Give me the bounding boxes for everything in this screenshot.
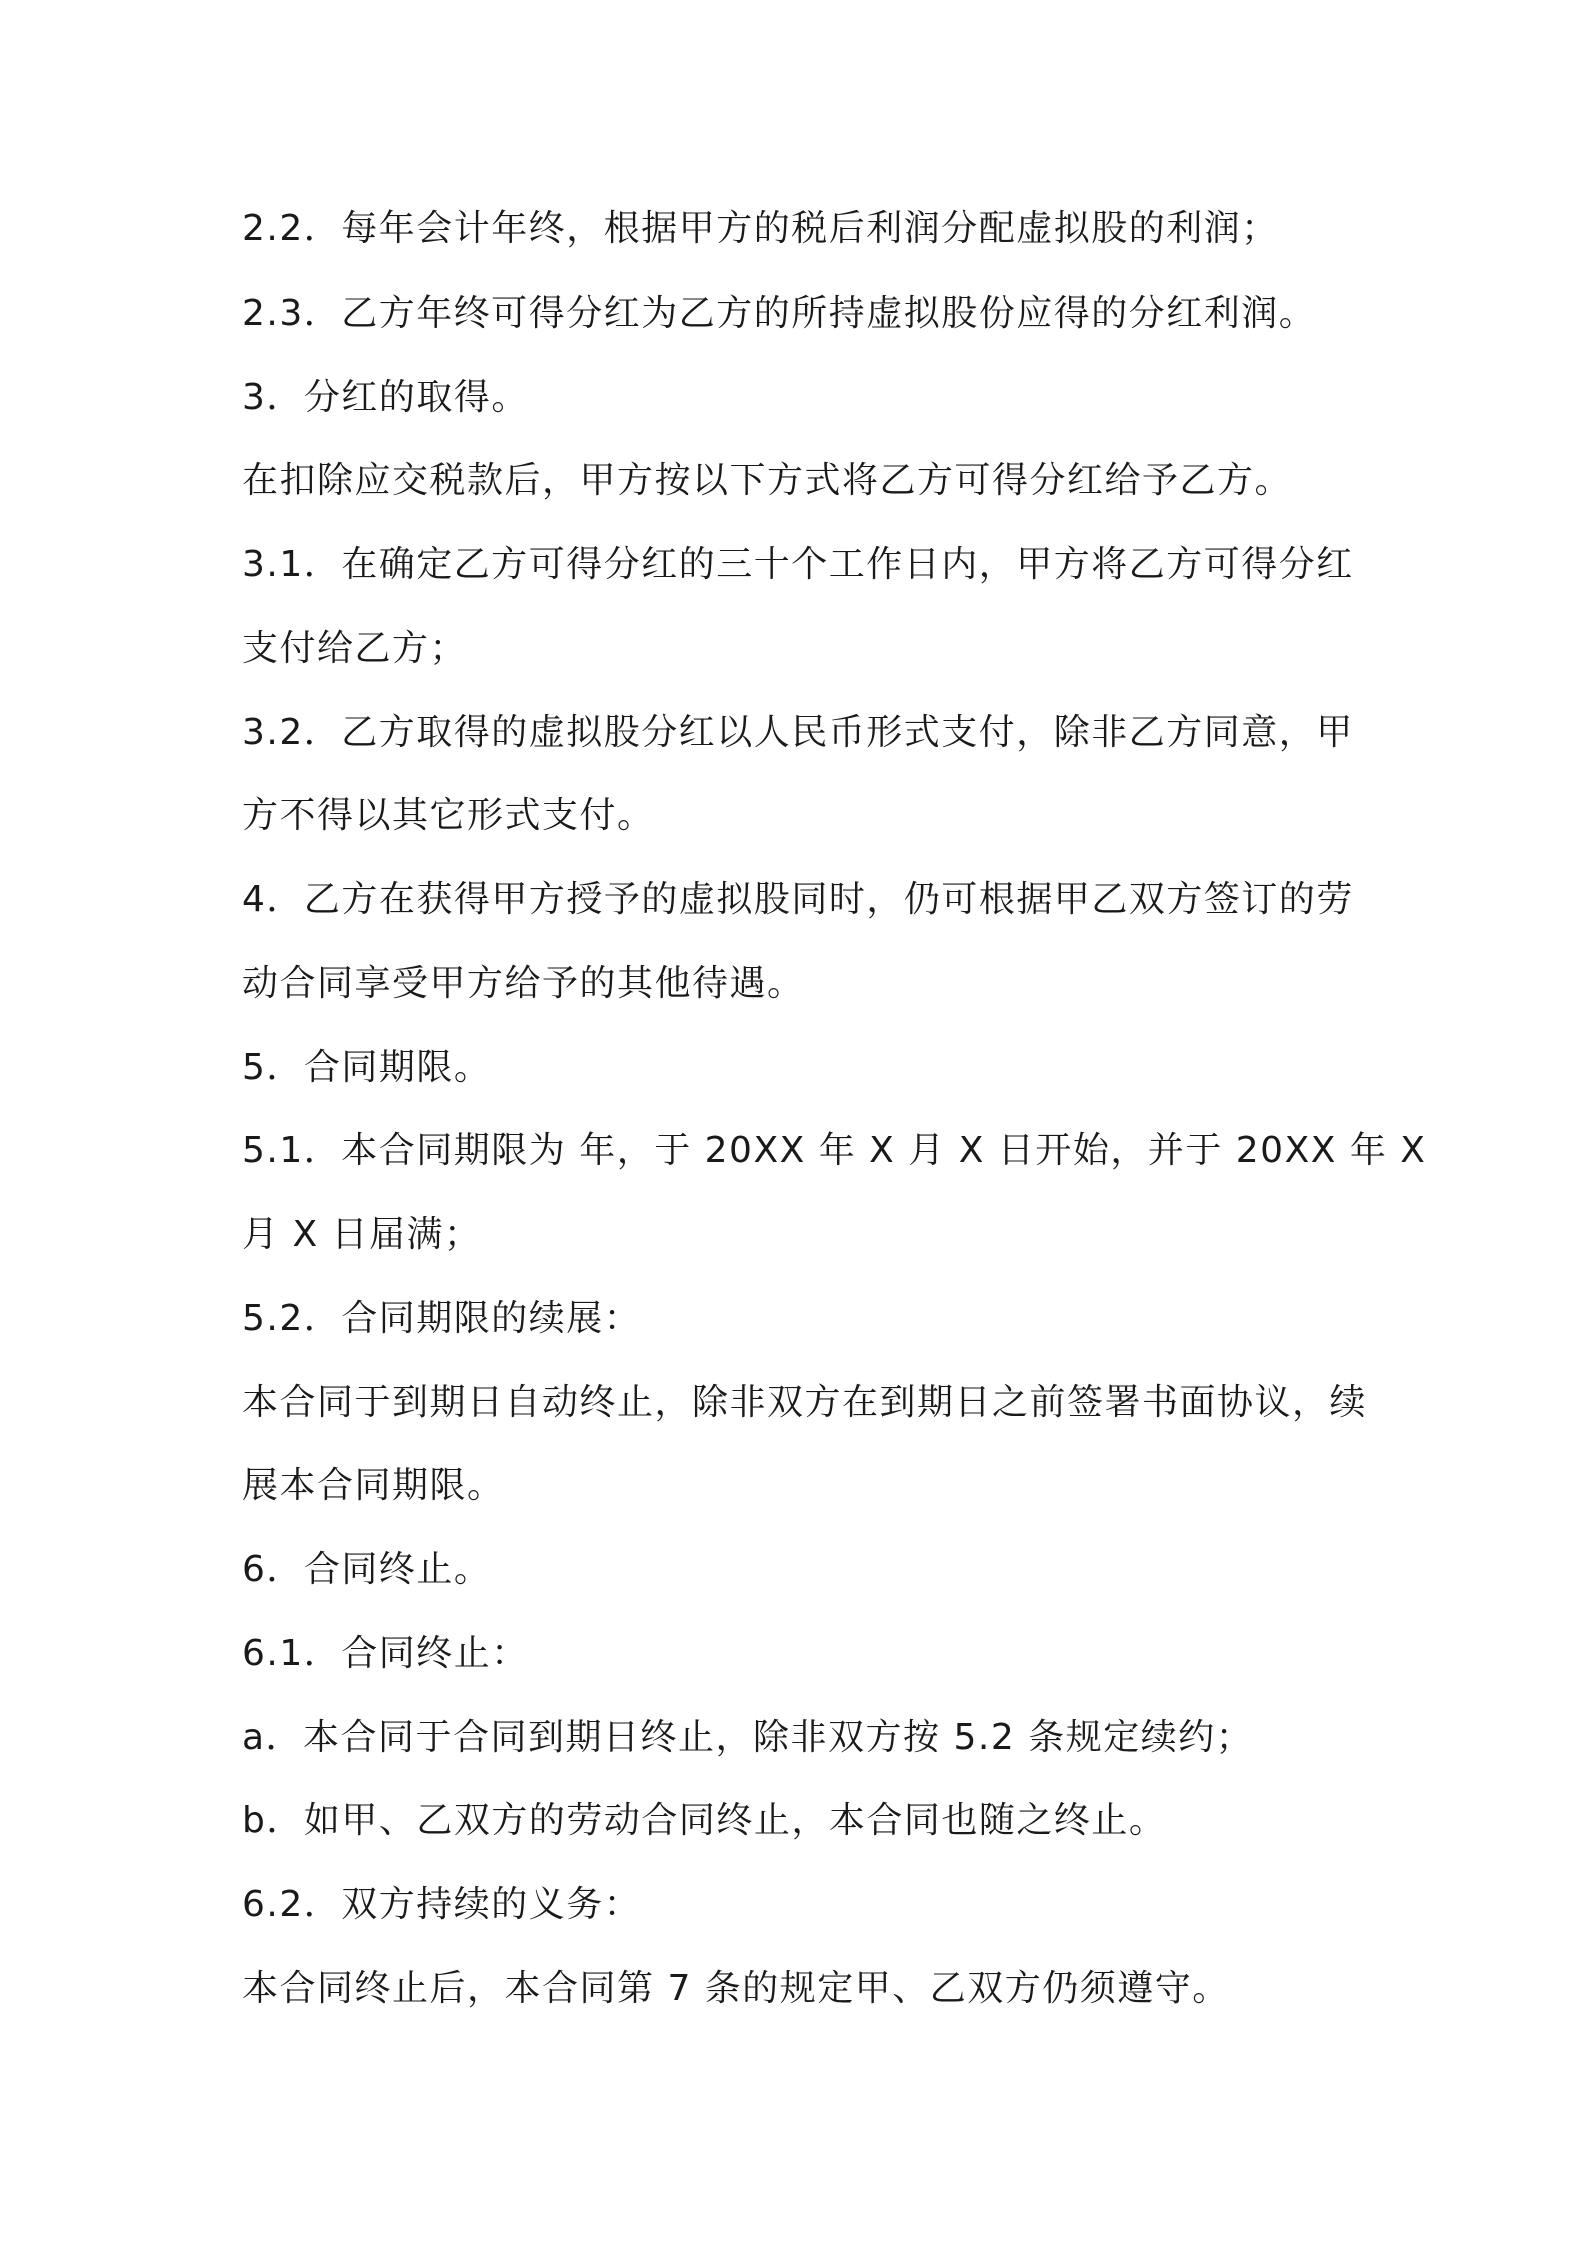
clause-4: 4．乙方在获得甲方授予的虚拟股同时，仍可根据甲乙双方签订的劳 xyxy=(242,879,1354,920)
paragraph-5-2-cont: 展本合同期限。 xyxy=(242,1465,505,1506)
paragraph-5-2: 本合同于到期日自动终止，除非双方在到期日之前签署书面协议，续 xyxy=(242,1382,1368,1423)
item-b: b．如甲、乙双方的劳动合同终止，本合同也随之终止。 xyxy=(242,1800,1167,1841)
clause-2-3: 2.3．乙方年终可得分红为乙方的所持虚拟股份应得的分红利润。 xyxy=(242,293,1317,334)
clause-5-1: 5.1．本合同期限为 年，于 20XX 年 X 月 X 日开始，并于 20XX 年 X xyxy=(242,1130,1427,1171)
clause-6-1: 6.1．合同终止： xyxy=(242,1633,529,1674)
paragraph-3-intro: 在扣除应交税款后，甲方按以下方式将乙方可得分红给予乙方。 xyxy=(242,460,1293,501)
item-a: a．本合同于合同到期日终止，除非双方按 5.2 条规定续约； xyxy=(242,1717,1254,1758)
clause-6-2: 6.2．双方持续的义务： xyxy=(242,1884,642,1925)
clause-5-1-cont: 月 X 日届满； xyxy=(242,1214,482,1255)
clause-3-2: 3.2．乙方取得的虚拟股分红以人民币形式支付，除非乙方同意，甲 xyxy=(242,712,1354,753)
clause-2-2: 2.2．每年会计年终，根据甲方的税后利润分配虚拟股的利润； xyxy=(242,208,1279,249)
heading-6: 6．合同终止。 xyxy=(242,1549,492,1590)
clause-3-2-cont: 方不得以其它形式支付。 xyxy=(242,795,655,836)
clause-3-1: 3.1．在确定乙方可得分红的三十个工作日内，甲方将乙方可得分红 xyxy=(242,544,1354,585)
clause-4-cont: 动合同享受甲方给予的其他待遇。 xyxy=(242,963,805,1004)
heading-3: 3．分红的取得。 xyxy=(242,377,529,418)
paragraph-6-2: 本合同终止后，本合同第 7 条的规定甲、乙双方仍须遵守。 xyxy=(242,1968,1230,2009)
clause-5-2: 5.2．合同期限的续展： xyxy=(242,1298,642,1339)
clause-3-1-cont: 支付给乙方； xyxy=(242,628,468,669)
heading-5: 5．合同期限。 xyxy=(242,1047,492,1088)
